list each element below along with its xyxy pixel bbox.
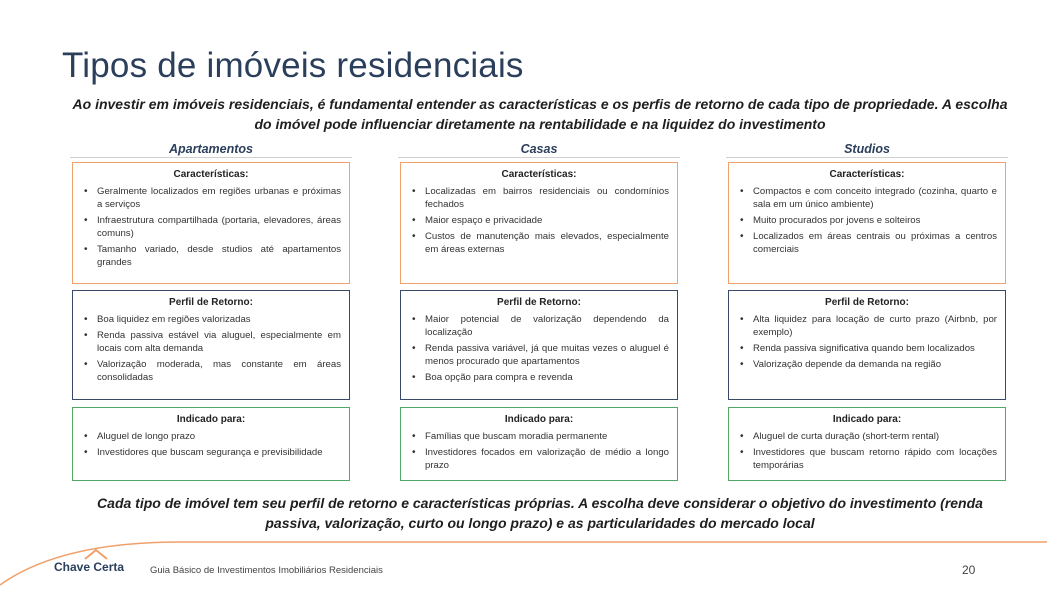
card-title: Perfil de Retorno: xyxy=(825,297,909,308)
caracteristicas-card xyxy=(728,162,1006,284)
intro-text: Ao investir em imóveis residenciais, é fundamental entender as características e os perfis de retorno de cada tipo de propriedade. A escolha do imóvel pode influenciar diretamente na rentabilidade e na liquidez do investimento xyxy=(72,96,1008,132)
list-item: • Valorização moderada, mas constante em áreas consolidadas xyxy=(81,358,341,384)
list-item: • Renda passiva significativa quando bem localizados xyxy=(737,342,997,355)
caracteristicas-card xyxy=(72,162,350,284)
bullet-list xyxy=(81,430,341,459)
list-item: • Investidores focados em valorização de médio a longo prazo xyxy=(409,446,669,472)
list-item: • Boa opção para compra e revenda xyxy=(409,371,669,384)
bullet-list xyxy=(737,185,997,256)
indicado-para-card xyxy=(72,407,350,481)
indicado-para-card xyxy=(400,407,678,481)
indicado-para-card xyxy=(728,407,1006,481)
list-item: • Custos de manutenção mais elevados, especialmente em áreas externas xyxy=(409,230,669,256)
card-title: Perfil de Retorno: xyxy=(497,297,581,308)
list-item: • Infraestrutura compartilhada (portaria, elevadores, áreas comuns) xyxy=(81,214,341,240)
list-item: • Boa liquidez em regiões valorizadas xyxy=(81,313,341,326)
column-studios xyxy=(728,142,1006,471)
company-logo xyxy=(54,558,124,576)
footer-arc-decoration xyxy=(0,530,1047,592)
list-item: • Valorização depende da demanda na região xyxy=(737,358,997,371)
list-item: • Aluguel de longo prazo xyxy=(81,430,341,443)
list-item: • Maior espaço e privacidade xyxy=(409,214,669,227)
footer-doc-title: Guia Básico de Investimentos Imobiliários Residenciais xyxy=(150,565,383,576)
list-item: • Renda passiva variável, já que muitas vezes o aluguel é menos procurado que apartamentos xyxy=(409,342,669,368)
conclusion-text: Cada tipo de imóvel tem seu perfil de retorno e características próprias. A escolha deve considerar o objetivo do investimento (renda passiva, valorização, curto ou longo prazo) e as particularidades do mercado local xyxy=(97,495,983,531)
list-item: • Maior potencial de valorização dependendo da localização xyxy=(409,313,669,339)
caracteristicas-card xyxy=(400,162,678,284)
column-header: Casas xyxy=(398,142,680,158)
list-item: • Compactos e com conceito integrado (cozinha, quarto e sala em um único ambiente) xyxy=(737,185,997,211)
perfil-retorno-card xyxy=(400,290,678,400)
list-item: • Investidores que buscam segurança e previsibilidade xyxy=(81,446,341,459)
list-item: • Famílias que buscam moradia permanente xyxy=(409,430,669,443)
list-item: • Localizados em áreas centrais ou próximas a centros comerciais xyxy=(737,230,997,256)
page-number: 20 xyxy=(962,563,976,577)
list-item: • Muito procurados por jovens e solteiros xyxy=(737,214,997,227)
card-title: Indicado para: xyxy=(176,414,246,425)
logo-text: Chave Certa xyxy=(54,560,125,574)
list-item: • Aluguel de curta duração (short-term rental) xyxy=(737,430,997,443)
bullet-list xyxy=(409,313,669,384)
column-header: Apartamentos xyxy=(70,142,352,158)
card-title: Perfil de Retorno: xyxy=(169,297,253,308)
card-title: Características: xyxy=(829,169,905,180)
house-roof-icon xyxy=(84,548,108,560)
page-title: Tipos de imóveis residenciais xyxy=(62,46,524,85)
card-title: Características: xyxy=(173,169,249,180)
bullet-list xyxy=(409,430,669,472)
list-item: • Alta liquidez para locação de curto prazo (Airbnb, por exemplo) xyxy=(737,313,997,339)
perfil-retorno-card xyxy=(728,290,1006,400)
perfil-retorno-card xyxy=(72,290,350,400)
list-item: • Renda passiva estável via aluguel, especialmente em locais com alta demanda xyxy=(81,329,341,355)
bullet-list xyxy=(737,430,997,472)
bullet-list xyxy=(409,185,669,256)
list-item: • Localizadas em bairros residenciais ou condomínios fechados xyxy=(409,185,669,211)
list-item: • Investidores que buscam retorno rápido com locações temporárias xyxy=(737,446,997,472)
bullet-list xyxy=(81,313,341,384)
column-casas xyxy=(400,142,678,471)
bullet-list xyxy=(81,185,341,269)
list-item: • Tamanho variado, desde studios até apartamentos grandes xyxy=(81,243,341,269)
card-title: Indicado para: xyxy=(504,414,574,425)
column-apartamentos xyxy=(72,142,350,458)
bullet-list xyxy=(737,313,997,371)
column-header: Studios xyxy=(726,142,1008,158)
card-title: Indicado para: xyxy=(832,414,902,425)
card-title: Características: xyxy=(501,169,577,180)
list-item: • Geralmente localizados em regiões urbanas e próximas a serviços xyxy=(81,185,341,211)
